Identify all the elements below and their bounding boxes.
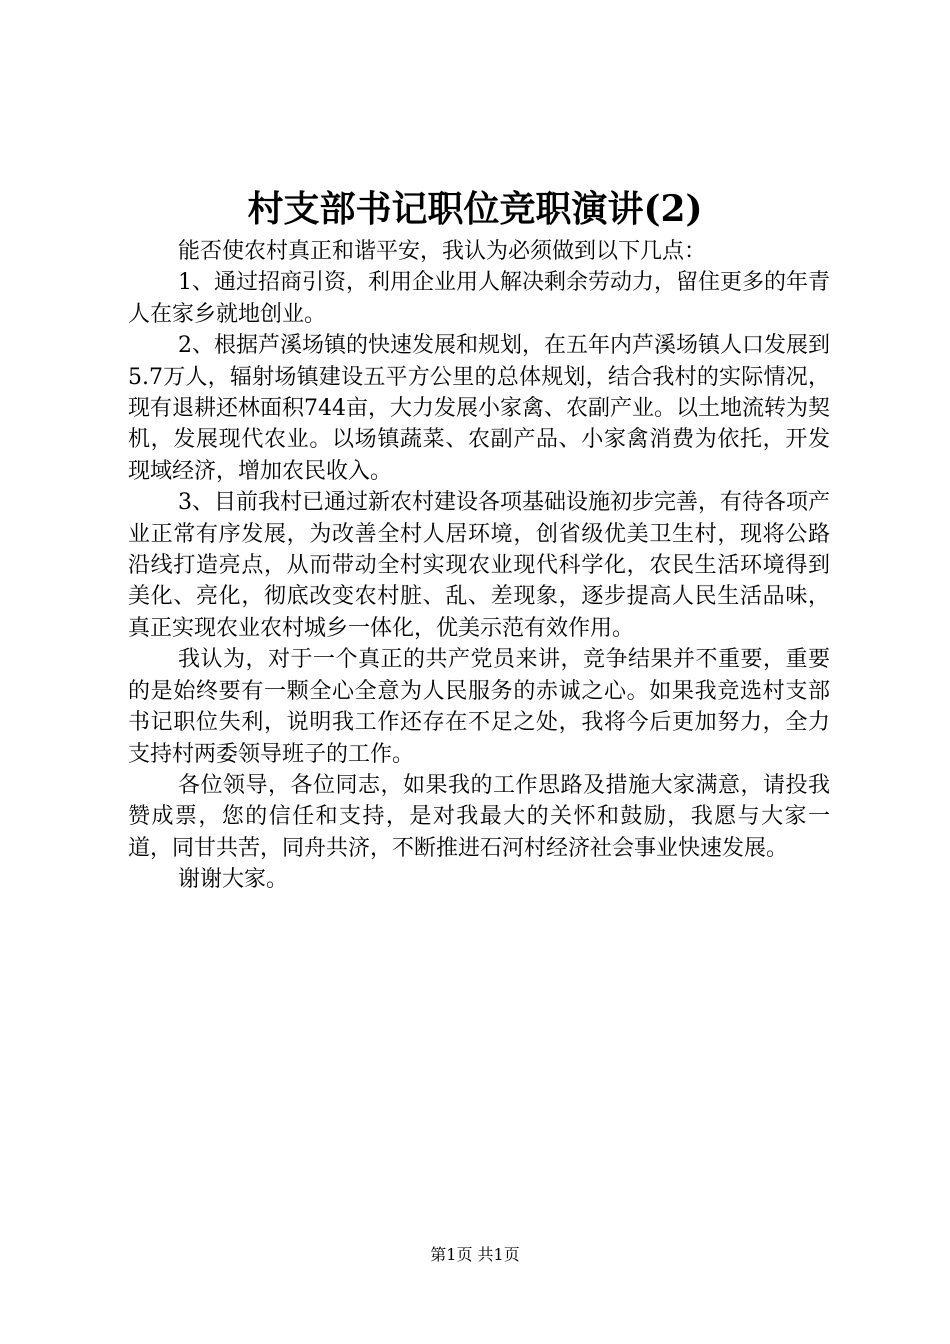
paragraph-thanks: 谢谢大家。	[178, 867, 289, 893]
document-title: 村支部书记职位竞职演讲(2)	[247, 188, 703, 230]
paragraph-point-2: 2、根据芦溪场镇的快速发展和规划，在五年内芦溪场镇人口发展到5.7万人，辐射场镇建设五平方公里的总体规划，结合我村的实际情况，现有退耕还林面积744亩，大力发展小家禽、农副产业。以土地流转为契机，发展现代农业。以场镇蔬菜、农副产品、小家禽消费为依托，开发现域经济，增加农民收入。	[128, 333, 830, 484]
paragraph-point-3: 3、目前我村已通过新农村建设各项基础设施初步完善，有待各项产业正常有序发展，为改善全村人居环境，创省级优美卫生村，现将公路沿线打造亮点，从而带动全村实现农业现代科学化，农民生活环境得到美化、亮化，彻底改变农村脏、乱、差现象，逐步提高人民生活品味，真正实现农业农村城乡一体化，优美示范有效作用。	[128, 490, 830, 641]
paragraph-point-1: 1、通过招商引资，利用企业用人解决剩余劳动力，留住更多的年青人在家乡就地创业。	[128, 270, 830, 327]
paragraph-statement: 我认为，对于一个真正的共产党员来讲，竞争结果并不重要，重要的是始终要有一颗全心全意为人民服务的赤诚之心。如果我竞选村支部书记职位失利，说明我工作还存在不足之处，我将今后更加努力，全力支持村两委领导班子的工作。	[128, 647, 830, 767]
document-body	[128, 236, 830, 896]
paragraph-appeal: 各位领导，各位同志，如果我的工作思路及措施大家满意，请投我赞成票，您的信任和支持，是对我最大的关怀和鼓励，我愿与大家一道，同甘共苦，同舟共济，不断推进石河村经济社会事业快速发展。	[128, 772, 830, 861]
page-number-footer: 第1页 共1页	[430, 1245, 520, 1264]
paragraph-intro: 能否使农村真正和谐平安，我认为必须做到以下几点：	[178, 239, 707, 264]
